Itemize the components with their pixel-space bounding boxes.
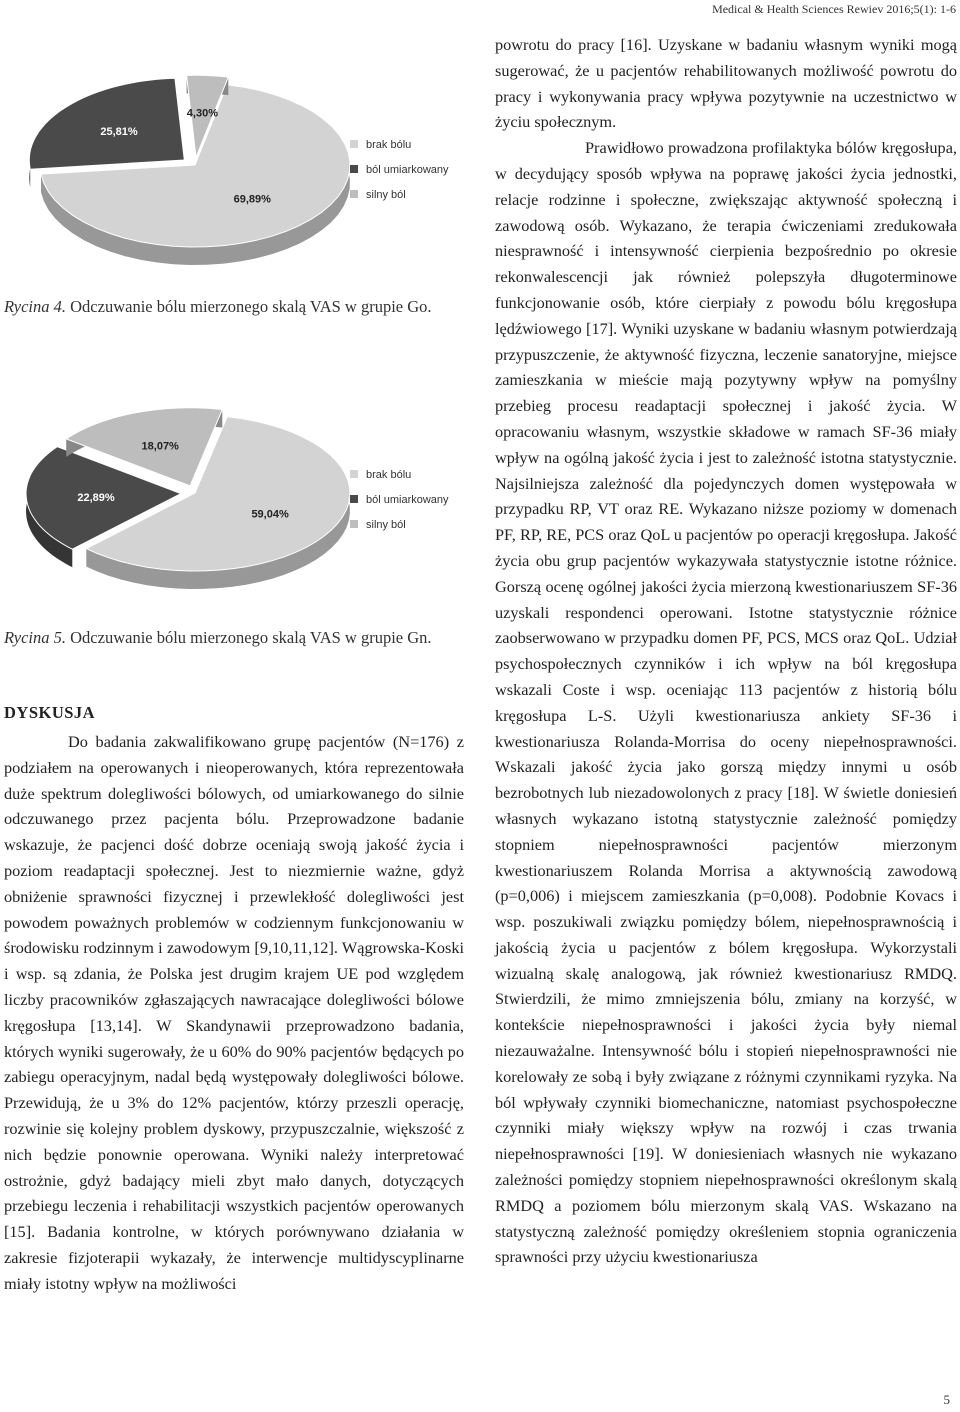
legend-label-0: brak bólu bbox=[366, 139, 412, 151]
figure-4-label: Rycina 4. bbox=[4, 297, 67, 316]
legend-label-2: silny ból bbox=[366, 189, 406, 201]
legend-swatch-2 bbox=[350, 520, 358, 528]
pie-label-2: 18,07% bbox=[141, 440, 179, 453]
journal-header: Medical & Health Sciences Rewiev 2016;5(1): 1-6 bbox=[712, 2, 956, 16]
legend-swatch-1 bbox=[350, 165, 358, 173]
page-number: 5 bbox=[943, 1392, 950, 1407]
legend-swatch-1 bbox=[350, 495, 358, 503]
discussion-paragraph-left: Do badania zakwalifikowano grupę pacjentów (N=176) z podziałem na operowanych i nieoperowanych, która reprezentowała duże spektrum dolegliwości bólowych, od umiarkowanego do silnie odczuwanego przez pacjenta bólu. Przeprowadzone badanie wskazuje, że pacjenci dość dobrze oceniają swoją jakość życia i poziom readaptacji społecznej. Jest to niezmiernie ważne, gdyż obniżenie sprawności fizycznej i przewlekłość dolegliwości jest powodem poważnych problemów w codziennym funkcjonowaniu w środowisku rodzinnym i zawodowym [9,10,11,12]. Wągrowska-Koski i wsp. są zdania, że Polska jest drugim krajem UE pod względem liczby pracowników zgłaszających nawracające dolegliwości bólowe kręgosłupa [13,14]. W Skandynawii przeprowadzono badania, których wyniki sugerowały, że u 60% do 90% pacjentów będących po zabiegu operacyjnym, nadal będą występowały dolegliwości bólowe. Przewidują, że u 3% do 12% pacjentów, którzy przeszli operację, rozwinie się kolejny problem dyskowy, przypuszczalnie, większość z nich będzie ponownie operowana. Wyniki należy interpretować ostrożnie, gdyż badający mieli zbyt mało danych, dotyczących przebiegu leczenia i rehabilitacji wszystkich pacjentów operowanych [15]. Badania kontrolne, w których porównywano działania w zakresie fizjoterapii wykazały, że interwencje multidyscyplinarne miały istotny wpływ na możliwości bbox=[4, 732, 464, 1293]
legend-swatch-0 bbox=[350, 140, 358, 148]
figure-5-label: Rycina 5. bbox=[4, 628, 67, 647]
figure-5-caption bbox=[4, 626, 466, 650]
legend-label-1: ból umiarkowany bbox=[366, 164, 449, 176]
pie-label-2: 4,30% bbox=[186, 107, 219, 120]
pie-label-0: 69,89% bbox=[233, 193, 271, 206]
figure-5-text: Odczuwanie bólu mierzonego skalą VAS w grupie Gn. bbox=[66, 628, 432, 647]
figure-4-caption bbox=[4, 295, 466, 319]
pie-chart-rycina-5 bbox=[0, 398, 480, 598]
pie-chart-rycina-4 bbox=[0, 40, 480, 290]
figure-5-chart bbox=[0, 398, 480, 598]
legend-label-1: ból umiarkowany bbox=[366, 494, 449, 506]
pie-label-1: 22,89% bbox=[77, 491, 115, 504]
discussion-paragraph-right-2: Prawidłowo prowadzona profilaktyka bólów kręgosłupa, w decydujący sposób wpływa na poprawę jakości życia jednostki, relacje rodzinne i społeczne, zwiększając aktywność społeczną i zawodową osób. Wykazano, że terapia ćwiczeniami zredukowała niesprawność i intensywność cierpienia bezpośrednio po okresie rekonwalescencji jak również polepszyła długoterminowe funkcjonowanie osób, które cierpiały z powodu bólu kręgosłupa lędźwiowego [17]. Wyniki uzyskane w badaniu własnym potwierdzają przypuszczenie, że aktywność fizyczna, leczenie sanatoryjne, miejsce zamieszkania w mieście mają pozytywny wpływ na pomyślny przebieg procesu readaptacji społecznej i jakość życia. W opracowaniu własnym, wszystkie składowe w ramach SF-36 miały wpływ na ogólną jakość życia i jest to zależność istotna statystycznie. Najsilniejsza zależność dla pojedynczych domen występowała w przypadku RP, VT oraz RE. Wykazano niższe poziomy w domenach PF, RP, RE, PCS oraz QoL u pacjentów po operacji kręgosłupa. Jakość życia obu grup pacjentów wykazywała statystycznie istotne różnice. Gorszą ocenę ogólnej jakości życia mierzoną kwestionariuszem SF-36 uzyskali respondenci operowani. Istotne statystycznie różnice zaobserwowano w przypadku domen PF, PCS, MCS oraz QoL. Udział psychospołecznych czynników i ich wpływ na ból kręgosłupa wskazali Coste i wsp. oceniając 113 pacjentów z historią bólu kręgosłupa L-S. Użyli kwestionariusza ankiety SF-36 i kwestionariusza Rolanda-Morrisa do oceny niepełnosprawności. Wskazali jakość życia jako gorszą między innymi u osób bezrobotnych lub niezadowolonych z pracy [18]. W świetle doniesień własnych wykazano istotną statystycznie zależność pomiędzy stopniem niepełnosprawności pacjentów mierzonym kwestionariuszem Rolanda Morrisa a aktywnością zawodową (p=0,006) i miejscem zamieszkania (p=0,008). Podobnie Kovacs i wsp. poszukiwali związku pomiędzy bólem, niepełnosprawnością i jakością życia u pacjentów z bólem kręgosłupa. Wykorzystali wizualną skalę analogową, jak również kwestionariusz RMDQ. Stwierdzili, że mimo zmniejszenia bólu, zmiany na korzyść, w kontekście niepełnosprawności i jakości życia były niemal niezauważalne. Intensywność bólu i stopień niepełnosprawności nie korelowały ze sobą i były związane z różnymi czynnikami ryzyka. Na ból wpływały czynniki biomechaniczne, natomiast psychospołeczne czynniki miały większy wpływ na rozwój i czas trwania niepełnosprawności [19]. W doniesieniach własnych nie wykazano zależności pomiędzy stopniem niepełnosprawności określonym skalą RMDQ a poziomem bólu mierzonym skalą VAS. Wskazano na statystyczną zależność pomiędzy określeniem stopnia ograniczenia sprawności przy użyciu kwestionariusza bbox=[495, 138, 957, 1267]
discussion-right bbox=[495, 32, 957, 1270]
section-title: DYSKUSJA bbox=[4, 703, 96, 722]
discussion-paragraph-right-1: powrotu do pracy [16]. Uzyskane w badaniu własnym wyniki mogą sugerować, że u pacjentów rehabilitowanych możliwość powrotu do pracy i wykonywania pracy wpływa pozytywnie na uczestnictwo w życiu społecznym. bbox=[495, 35, 957, 132]
figure-4-chart bbox=[0, 40, 480, 290]
legend-label-2: silny ból bbox=[366, 519, 406, 531]
legend-swatch-0 bbox=[350, 470, 358, 478]
pie-label-0: 59,04% bbox=[251, 508, 289, 521]
discussion-left bbox=[4, 703, 464, 1297]
figure-4-text: Odczuwanie bólu mierzonego skalą VAS w grupie Go. bbox=[66, 297, 432, 316]
pie-label-1: 25,81% bbox=[100, 126, 138, 138]
legend-label-0: brak bólu bbox=[366, 469, 412, 481]
legend-swatch-2 bbox=[350, 190, 358, 198]
